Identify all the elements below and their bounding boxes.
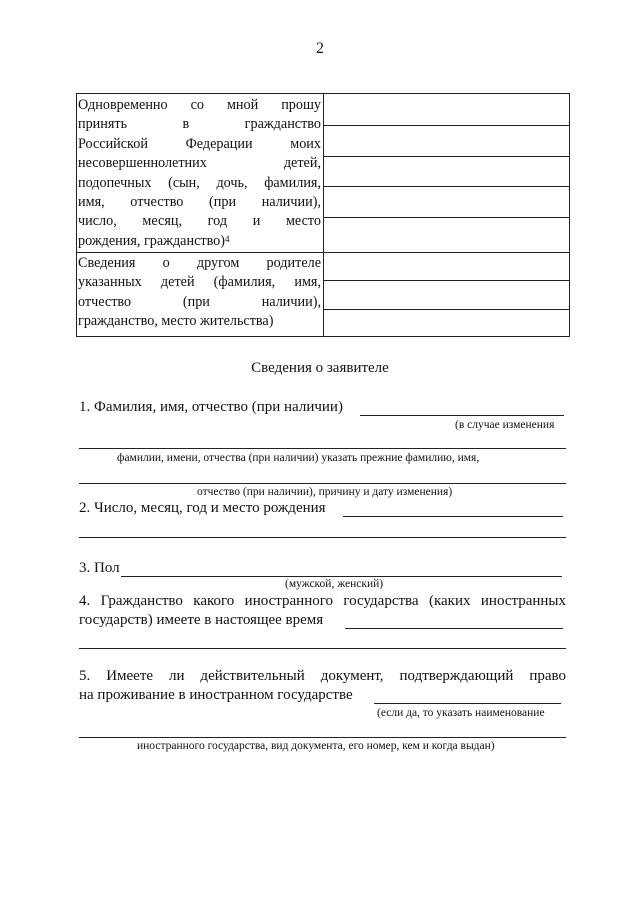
- q1-hint-2: фамилии, имени, отчества (при наличии) указать прежние фамилию, имя,: [117, 452, 480, 464]
- cell-line-text: рождения, гражданство): [78, 232, 225, 249]
- cell-line: число, месяц, год и место: [78, 213, 321, 230]
- answer-line[interactable]: [323, 156, 569, 157]
- q4-answer-line[interactable]: [345, 628, 563, 629]
- cell-line: указанных детей (фамилия, имя,: [78, 274, 321, 291]
- q5-hint: (если да, то указать наименование: [377, 707, 545, 719]
- q4-label-line2: государств) имеете в настоящее время: [79, 612, 324, 628]
- cell-line: гражданство, место жительства): [78, 313, 274, 330]
- q3-answer-line[interactable]: [121, 576, 562, 577]
- footnote-marker: 4: [225, 233, 230, 244]
- children-info-label: [78, 96, 321, 251]
- answer-line[interactable]: [323, 309, 569, 310]
- answer-line[interactable]: [323, 186, 569, 187]
- answer-line[interactable]: [323, 217, 569, 218]
- children-info-table: [76, 93, 570, 337]
- q1-label: 1. Фамилия, имя, отчество (при наличии): [79, 399, 343, 415]
- cell-line: принять в гражданство: [78, 116, 321, 133]
- cell-line: отчество (при наличии),: [78, 293, 321, 310]
- q1-answer-line-2[interactable]: [79, 448, 566, 449]
- cell-line: подопечных (сын, дочь, фамилия,: [78, 174, 321, 191]
- table-row-divider: [77, 252, 569, 253]
- q2-answer-line[interactable]: [343, 516, 563, 517]
- cell-line: Российской Федерации моих: [78, 135, 321, 152]
- answer-line[interactable]: [323, 280, 569, 281]
- other-parent-label: [78, 254, 321, 332]
- q1-hint-3: отчество (при наличии), причину и дату изменения): [197, 486, 453, 498]
- q1-answer-line-3[interactable]: [79, 483, 566, 484]
- q2-label: 2. Число, месяц, год и место рождения: [79, 500, 326, 516]
- q1-answer-line[interactable]: [360, 415, 564, 416]
- cell-line: Сведения о другом родителе: [78, 255, 321, 271]
- q5-hint-2: иностранного государства, вид документа, его номер, кем и когда выдан): [137, 740, 495, 752]
- q4-label-line1: 4. Гражданство какого иностранного государства (каких иностранных: [79, 593, 566, 609]
- q5-label-line1: 5. Имеете ли действительный документ, подтверждающий право: [79, 668, 566, 684]
- q3-hint: (мужской, женский): [285, 578, 384, 590]
- q3-label: 3. Пол: [79, 560, 120, 576]
- cell-line: имя, отчество (при наличии),: [78, 193, 321, 210]
- q4-answer-line-2[interactable]: [79, 648, 566, 649]
- table-column-divider: [323, 94, 324, 336]
- q5-label-line2: на проживание в иностранном государстве: [79, 687, 353, 703]
- answer-line[interactable]: [323, 125, 569, 126]
- cell-line: несовершеннолетних детей,: [78, 155, 321, 172]
- cell-line: Одновременно со мной прошу: [78, 97, 321, 113]
- page-number: 2: [316, 40, 324, 57]
- q5-answer-line-2[interactable]: [79, 737, 566, 738]
- q5-answer-line[interactable]: [374, 703, 561, 704]
- q2-answer-line-2[interactable]: [79, 537, 566, 538]
- cell-line-last: [78, 232, 321, 251]
- q1-hint: (в случае изменения: [455, 419, 555, 431]
- section-title: Сведения о заявителе: [251, 360, 389, 376]
